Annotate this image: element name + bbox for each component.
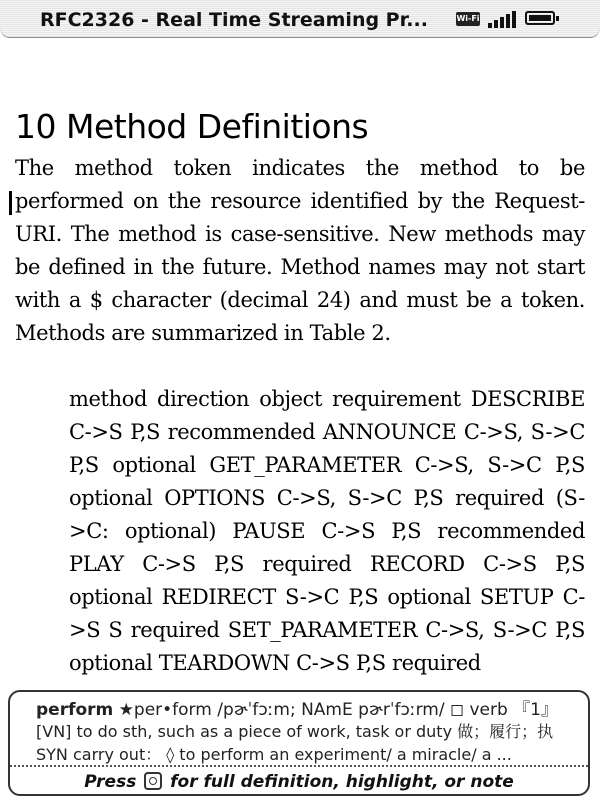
dictionary-footer [10, 772, 588, 792]
five-way-button-icon [144, 772, 162, 790]
body-paragraph[interactable]: The method token indicates the method to be performed on the resource identified by the Request-URI. The method is case-sensitive. New methods may be defined in the future. Method names may not start with a $ character (decimal 24) and must be a token. Methods are summarized in Table 2. [15, 156, 585, 345]
book-title: RFC2326 - Real Time Streaming Pr... [40, 9, 428, 31]
dictionary-footer-press: Press [84, 772, 137, 792]
methods-table-text[interactable]: method direction object requirement DESCRIBE C->S P,S recommended ANNOUNCE C->S, S->C P,S optional GET_PARAMETER C->S, S->C P,S optional OPTIONS C->S, S->C P,S required (S->C: optional) PAUSE C->S P,S recommended PLAY C->S P,S required RECORD C->S P,S optional REDIRECT S->C P,S optional SETUP C->S S required SET_PARAMETER C->S, S->C P,S optional TEARDOWN C->S P,S required [69, 387, 585, 675]
dictionary-divider [10, 765, 588, 767]
dictionary-headword-line [36, 695, 576, 720]
dictionary-popup[interactable] [8, 690, 590, 796]
dictionary-footer-hint: for full definition, highlight, or note [170, 772, 514, 792]
dictionary-headword: perform [36, 700, 114, 720]
battery-icon [525, 11, 555, 25]
dictionary-pronunciation: ★per•form /pɚˈfɔːm; NAmE pɚrˈfɔːrm/ ◻ verb 『1』 [113, 700, 558, 720]
dictionary-definition: [VN] to do sth, such as a piece of work, task or duty 做；履行；执 [36, 722, 554, 741]
section-heading: 10 Method Definitions [15, 107, 369, 146]
dictionary-synonym: SYN carry out： ◊ to perform an experiment/ a miracle/ a ... [36, 745, 512, 764]
signal-strength-icon [488, 10, 518, 28]
wifi-icon: Wi-Fi [456, 12, 480, 26]
text-cursor [9, 191, 12, 215]
status-bar [0, 0, 600, 38]
